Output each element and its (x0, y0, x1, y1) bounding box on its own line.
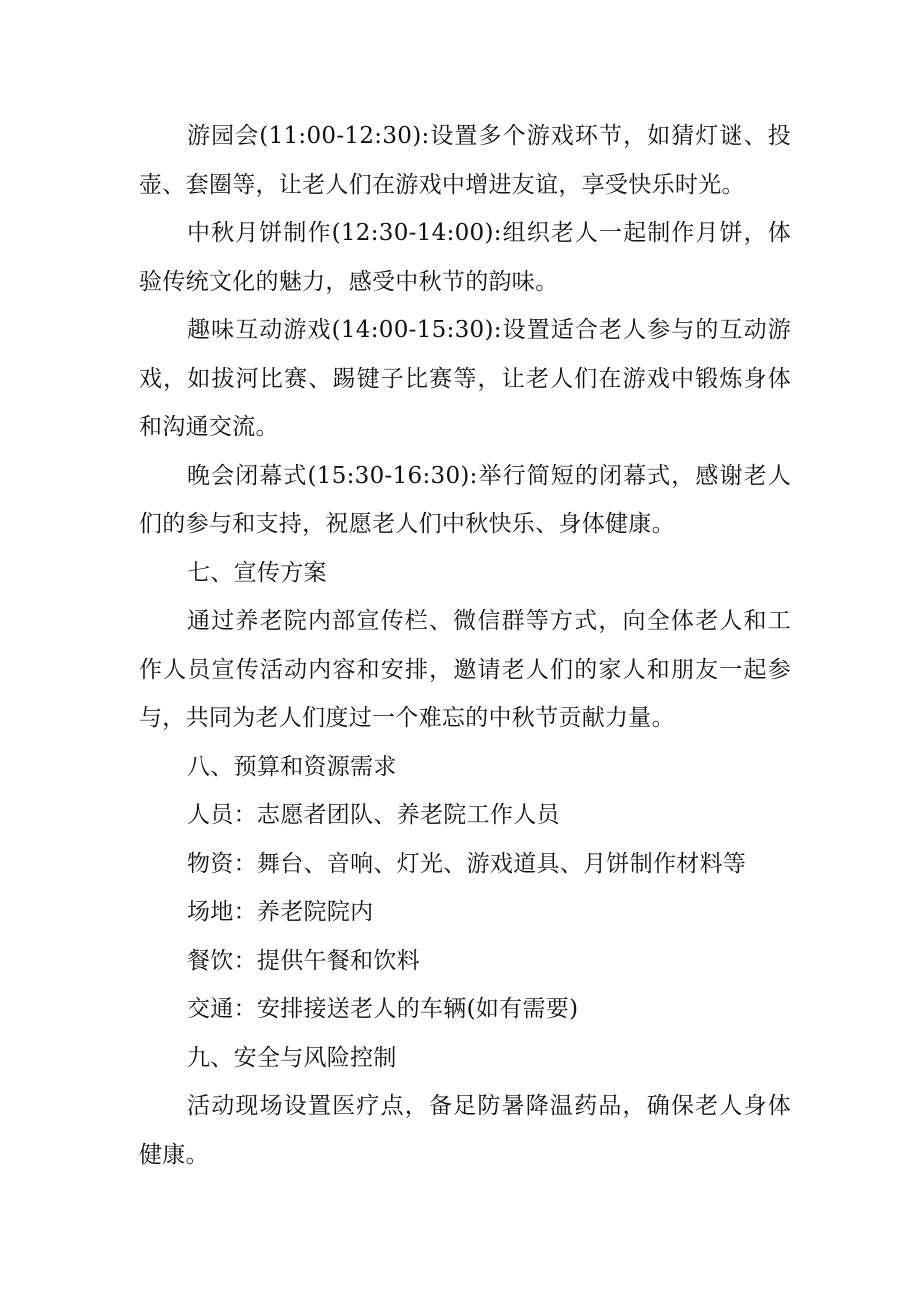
section-heading-publicity: 七、宣传方案 (187, 559, 327, 586)
paragraph-closing-ceremony: 晚会闭幕式(15:30-16:30):举行简短的闭幕式，感谢老人们的参与和支持，祝愿老人们中秋快乐、身体健康。 (139, 462, 791, 537)
section-heading-safety: 九、安全与风险控制 (187, 1044, 397, 1071)
paragraph-publicity-plan: 通过养老院内部宣传栏、微信群等方式，向全体老人和工作人员宣传活动内容和安排，邀请老人们的家人和朋友一起参与，共同为老人们度过一个难忘的中秋节贡献力量。 (139, 608, 791, 731)
section-heading-budget: 八、预算和资源需求 (187, 753, 397, 780)
document-body (139, 112, 791, 1179)
paragraph-interactive-games: 趣味互动游戏(14:00-15:30):设置适合老人参与的互动游戏，如拔河比赛、踢键子比赛等，让老人们在游戏中锻炼身体和沟通交流。 (139, 317, 791, 440)
list-item-personnel: 人员：志愿者团队、养老院工作人员 (187, 802, 560, 828)
paragraph-safety-measures: 活动现场设置医疗点，备足防暑降温药品，确保老人身体健康。 (139, 1093, 791, 1168)
list-item-catering: 餐饮：提供午餐和饮料 (187, 947, 420, 974)
list-item-materials: 物资：舞台、音响、灯光、游戏道具、月饼制作材料等 (187, 850, 747, 877)
list-item-venue: 场地：养老院院内 (187, 899, 374, 925)
paragraph-garden-party: 游园会(11:00-12:30):设置多个游戏环节，如猜灯谜、投壶、套圈等，让老人们在游戏中增进友谊，享受快乐时光。 (139, 123, 791, 198)
list-item-transport: 交通：安排接送老人的车辆(如有需要) (187, 996, 579, 1022)
paragraph-mooncake-making: 中秋月饼制作(12:30-14:00):组织老人一起制作月饼，体验传统文化的魅力，感受中秋节的韵味。 (139, 220, 791, 295)
